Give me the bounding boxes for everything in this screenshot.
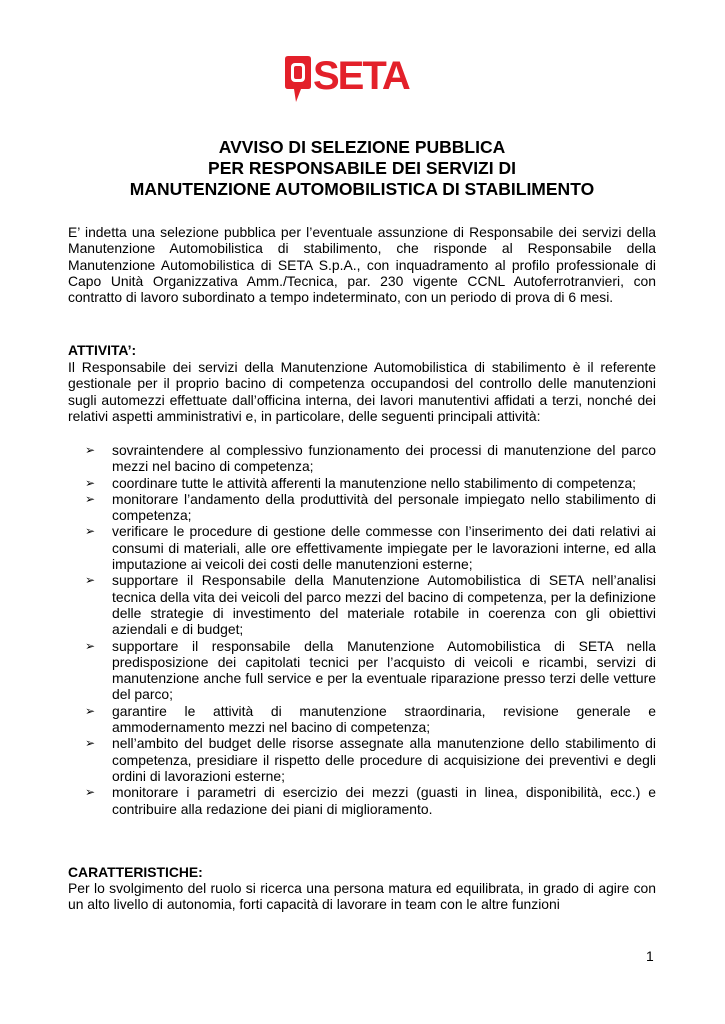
attivita-paragraph: Il Responsabile dei servizi della Manutenzione Automobilistica di stabilimento è il referente gestionale per il proprio bacino di competenza occupandosi del controllo delle manutenzioni sugli automezzi effettuate dall’officina interna, dei lavori manutentivi affidati a terzi, nonché dei relativi aspetti amministrativi e, in particolare, delle seguenti principali attività:: [68, 359, 656, 424]
attivita-list: [85, 442, 656, 817]
arrow-bullet-icon: ➢: [85, 573, 96, 588]
list-item: [85, 638, 656, 703]
list-item: [85, 442, 656, 475]
title-line-3: MANUTENZIONE AUTOMOBILISTICA DI STABILIMENTO: [129, 179, 595, 199]
list-item-text: garantire le attività di manutenzione straordinaria, revisione generale e ammodernamento mezzi nel bacino di competenza;: [112, 702, 656, 736]
list-item-text: supportare il Responsabile della Manutenzione Automobilistica di SETA nell’analisi tecnica della vita dei veicoli del parco mezzi del bacino di competenza, per la definizione delle strategie di investimento del materiale rotabile in coerenza con gli obiettivi aziendali e di budget;: [112, 572, 656, 638]
list-item: [85, 735, 656, 784]
list-item-text: coordinare tutte le attività afferenti la manutenzione nello stabilimento di competenza;: [112, 474, 637, 491]
list-item: [85, 475, 656, 491]
list-item-text: nell’ambito del budget delle risorse assegnate alla manutenzione dello stabilimento di competenza, presidiare il rispetto delle procedure di acquisizione dei preventivi e degli ordini di lavorazioni esterne;: [112, 735, 656, 784]
list-item-text: monitorare l’andamento della produttività del personale impiegato nello stabilimento di competenza;: [112, 490, 656, 524]
arrow-bullet-icon: ➢: [85, 736, 96, 751]
title-line-1: AVVISO DI SELEZIONE PUBBLICA: [218, 137, 506, 157]
list-item: [85, 703, 656, 736]
title-line-2: PER RESPONSABILE DEI SERVIZI DI: [208, 158, 516, 178]
attivita-heading: ATTIVITA’:: [68, 342, 137, 358]
list-item-text: supportare il responsabile della Manutenzione Automobilistica di SETA nella predisposizione dei capitolati tecnici per l’acquisto di veicoli e ricambi, servizi di manutenzione anche full service e per la eventuale riparazione presso terzi delle vetture del parco;: [112, 637, 656, 703]
arrow-bullet-icon: ➢: [85, 524, 96, 539]
caratteristiche-heading: CARATTERISTICHE:: [68, 864, 203, 880]
list-item-text: sovraintendere al complessivo funzionamento dei processi di manutenzione del parco mezzi nel bacino di competenza;: [112, 442, 656, 475]
arrow-bullet-icon: ➢: [85, 491, 96, 506]
list-item: [85, 523, 656, 572]
caratteristiche-paragraph: Per lo svolgimento del ruolo si ricerca una persona matura ed equilibrata, in grado di agire con un alto livello di autonomia, forti capacità di lavorare in team con le altre funzioni: [68, 880, 656, 913]
arrow-bullet-icon: ➢: [85, 638, 96, 653]
list-item: [85, 784, 656, 817]
list-item-text: verificare le procedure di gestione delle commesse con l’inserimento dei dati relativi ai consumi di materiali, alle ore effettivamente impiegate per le lavorazioni interne, ed alla imputazione ai veicoli dei costi delle manutenzioni esterne;: [112, 523, 656, 573]
arrow-bullet-icon: ➢: [85, 443, 96, 457]
list-item: [85, 572, 656, 637]
intro-paragraph: E’ indetta una selezione pubblica per l’eventuale assunzione di Responsabile dei servizi della Manutenzione Automobilistica di stabilimento, che risponde al Responsabile della Manutenzione Automobilistica di SETA S.p.A., con inquadramento al profilo professionale di Capo Unità Organizzativa Amm./Tecnica, par. 230 vigente CCNL Autoferrotranvieri, con contratto di lavoro subordinato a tempo indeterminato, con un periodo di prova di 6 mesi.: [68, 224, 656, 306]
page-number: 1: [646, 948, 654, 964]
arrow-bullet-icon: ➢: [85, 703, 96, 718]
list-item-text: monitorare i parametri di esercizio dei mezzi (guasti in linea, disponibilità, ecc.) e contribuire alla redazione dei piani di miglioramento.: [112, 784, 656, 817]
seta-logo: [285, 52, 415, 108]
arrow-bullet-icon: ➢: [85, 785, 96, 800]
document-title: [68, 137, 656, 200]
seta-logo-mark: [285, 56, 311, 106]
arrow-bullet-icon: ➢: [85, 475, 96, 490]
seta-logo-text: SETA: [313, 54, 409, 98]
list-item: [85, 491, 656, 524]
